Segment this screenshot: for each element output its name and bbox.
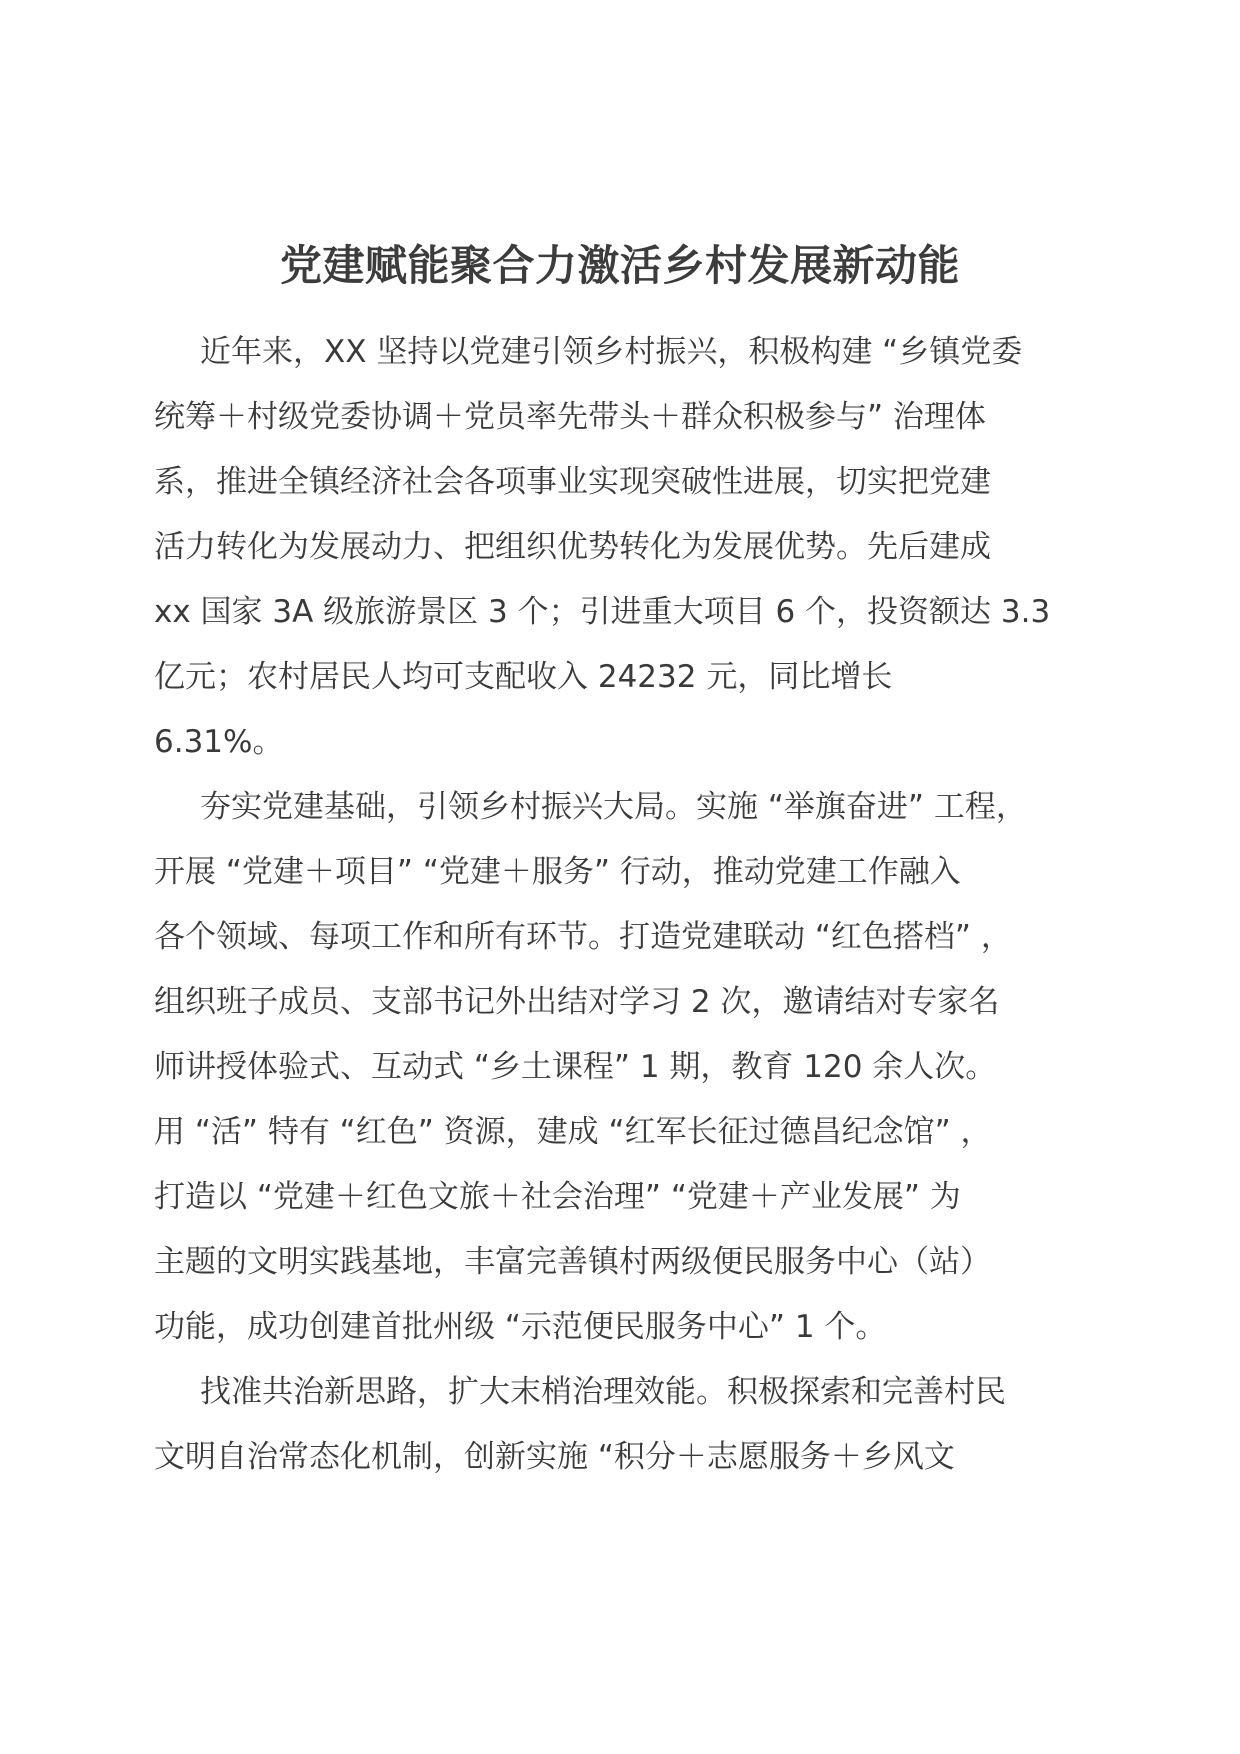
paragraph-2-line-7: 打造以 “党建＋红色文旅＋社会治理” “党建＋产业发展” 为 — [154, 1179, 961, 1215]
paragraph-1-line-7: 6.31%。 — [154, 724, 284, 760]
paragraph-2-line-5: 师讲授体验式、互动式 “乡土课程” 1 期，教育 120 余人次。 — [154, 1049, 997, 1085]
paragraph-1-line-2: 统筹＋村级党委协调＋党员率先带头＋群众积极参与” 治理体 — [154, 399, 986, 435]
paragraph-1-line-3: 系，推进全镇经济社会各项事业实现突破性进展，切实把党建 — [154, 464, 991, 500]
document-title: 党建赋能聚合力激活乡村发展新动能 — [279, 241, 960, 290]
paragraph-2-line-8: 主题的文明实践基地，丰富完善镇村两级便民服务中心（站） — [154, 1244, 991, 1280]
paragraph-1-line-1: 近年来，XX 坚持以党建引领乡村振兴，积极构建 “乡镇党委 — [200, 334, 1023, 370]
paragraph-2-line-9: 功能，成功创建首批州级 “示范便民服务中心” 1 个。 — [154, 1309, 887, 1345]
paragraph-3-line-1: 找准共治新思路，扩大末梢治理效能。积极探索和完善村民 — [200, 1374, 1006, 1410]
paragraph-2-line-3: 各个领域、每项工作和所有环节。打造党建联动 “红色搭档” ， — [154, 919, 1012, 955]
paragraph-3-line-2: 文明自治常态化机制，创新实施 “积分＋志愿服务＋乡风文 — [154, 1439, 955, 1475]
paragraph-2-line-2: 开展 “党建＋项目” “党建＋服务” 行动，推动党建工作融入 — [154, 854, 961, 890]
paragraph-1-line-6: 亿元；农村居民人均可支配收入 24232 元，同比增长 — [154, 659, 893, 695]
paragraph-2-line-4: 组织班子成员、支部书记外出结对学习 2 次，邀请结对专家名 — [154, 984, 1000, 1020]
document-body — [154, 320, 1094, 1490]
paragraph-1-line-4: 活力转化为发展动力、把组织优势转化为发展优势。先后建成 — [154, 529, 991, 565]
paragraph-2-line-6: 用 “活” 特有 “红色” 资源，建成 “红军长征过德昌纪念馆” ， — [154, 1114, 992, 1150]
paragraph-1-line-5: xx 国家 3A 级旅游景区 3 个；引进重大项目 6 个，投资额达 3.3 — [154, 594, 1051, 630]
paragraph-2-line-1: 夯实党建基础，引领乡村振兴大局。实施 “举旗奋进” 工程， — [200, 789, 1027, 825]
